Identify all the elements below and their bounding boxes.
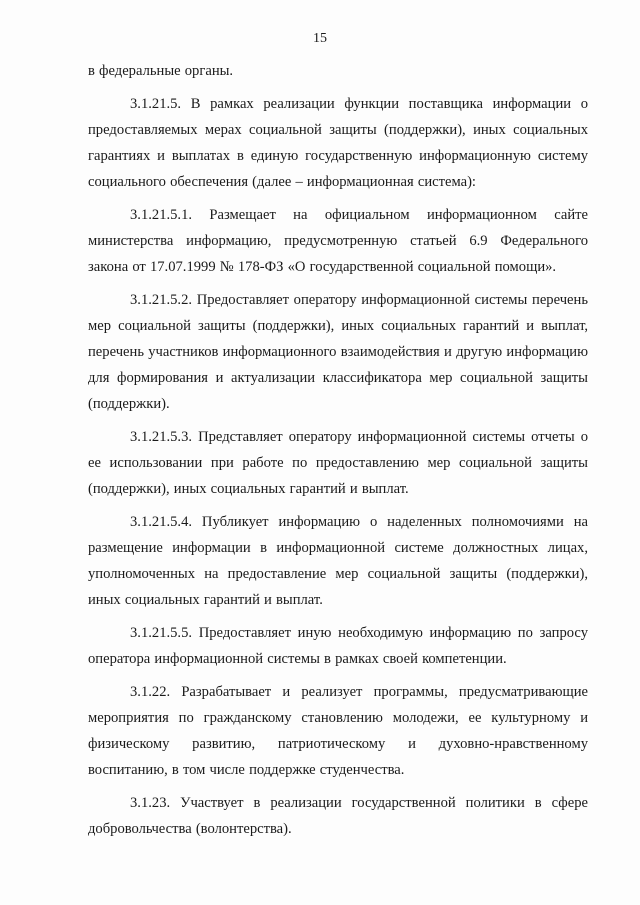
document-body [88,58,588,842]
paragraph-3-1-21-5-2: 3.1.21.5.2. Предоставляет оператору информационной системы перечень мер социальной защиты (поддержки), иных социальных гарантий и выплат, перечень участников информационного взаимодействия и другую информацию для формирования и актуализации классификатора мер социальной защиты (поддержки). [88,292,588,412]
paragraph-3-1-21-5-4: 3.1.21.5.4. Публикует информацию о наделенных полномочиями на размещение информации в информационной системе должностных лицах, уполномоченных на предоставление мер социальной защиты (поддержки), иных социальных гарантий и выплат. [88,514,588,608]
paragraph-3-1-21-5-5: 3.1.21.5.5. Предоставляет иную необходимую информацию по запросу оператора информационной системы в рамках своей компетенции. [88,625,588,667]
page-number: 15 [313,31,327,46]
paragraph-3-1-22: 3.1.22. Разрабатывает и реализует программы, предусматривающие мероприятия по гражданскому становлению молодежи, ее культурному и физическому развитию, патриотическому и духовно-нравственному воспитанию, в том числе поддержке студенчества. [88,684,588,778]
paragraph-3-1-23: 3.1.23. Участвует в реализации государственной политики в сфере добровольчества (волонтерства). [88,795,588,837]
paragraph-continuation: в федеральные органы. [88,63,234,79]
paragraph-3-1-21-5: 3.1.21.5. В рамках реализации функции поставщика информации о предоставляемых мерах социальной защиты (поддержки), иных социальных гарантиях и выплатах в единую государственную информационную систему социального обеспечения (далее – информационная система): [88,96,588,190]
paragraph-3-1-21-5-1: 3.1.21.5.1. Размещает на официальном информационном сайте министерства информацию, предусмотренную статьей 6.9 Федерального закона от 17.07.1999 № 178-ФЗ «О государственной социальной помощи». [88,207,588,275]
paragraph-3-1-21-5-3: 3.1.21.5.3. Представляет оператору информационной системы отчеты о ее использовании при работе по предоставлению мер социальной защиты (поддержки), иных социальных гарантий и выплат. [88,429,588,497]
